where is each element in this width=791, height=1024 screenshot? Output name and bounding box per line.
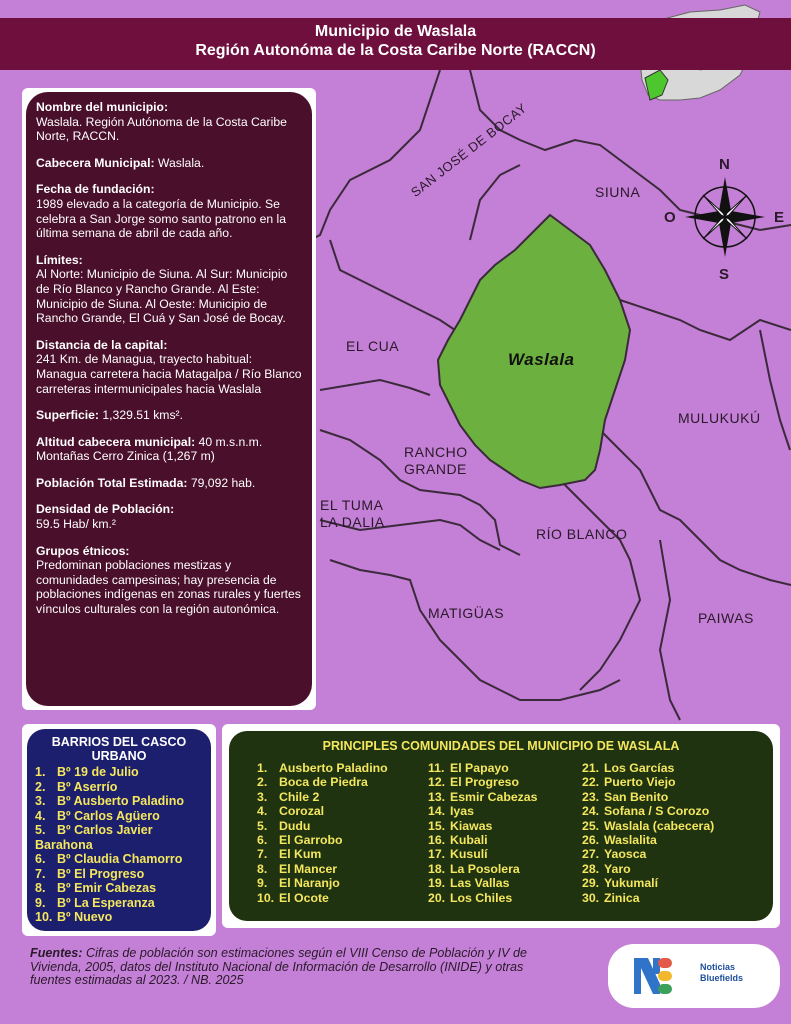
barrio-name: Bº Claudia Chamorro (57, 852, 183, 866)
barrio-num: 9. (35, 895, 46, 910)
community-num: 2. (257, 775, 268, 790)
community-name: Yukumalí (604, 876, 658, 891)
barrios-list (35, 765, 203, 925)
barrio-name: Bº Emir Cabezas (57, 881, 157, 895)
logo-line-1: Noticias (700, 962, 736, 972)
label-rancho-1: RANCHO (404, 444, 468, 460)
community-name: El Progreso (450, 775, 520, 790)
community-num: 29. (582, 876, 600, 891)
label-matiguas: MATIGÜAS (428, 605, 505, 621)
community-name: El Mancer (279, 861, 338, 876)
community-num: 22. (582, 775, 600, 790)
label-el-tuma-1: EL TUMA (320, 497, 384, 513)
label-san-jose: SAN JOSÉ DE BOCAY (408, 100, 530, 200)
community-num: 26. (582, 833, 600, 848)
community-name: Zinica (604, 890, 640, 905)
barrio-name: Bº Carlos Javier Barahona (35, 823, 153, 852)
community-item (582, 862, 752, 876)
community-name: Boca de Piedra (279, 775, 368, 790)
community-item (582, 847, 752, 861)
info-panel (22, 88, 316, 710)
barrios-panel-body (27, 729, 211, 931)
compass-o: O (664, 209, 677, 226)
barrios-panel (22, 724, 216, 936)
barrio-num: 7. (35, 866, 46, 881)
info-section (36, 338, 302, 396)
community-num: 13. (428, 789, 446, 804)
sources-note (30, 947, 550, 988)
info-text: 79,092 hab. (190, 475, 256, 490)
community-item (257, 761, 428, 775)
header-banner (0, 18, 791, 70)
community-name: San Benito (604, 789, 669, 804)
community-item (257, 833, 428, 847)
community-item (428, 876, 582, 890)
community-num: 1. (257, 761, 268, 775)
community-name: Waslala (cabecera) (604, 818, 715, 833)
label-rio-blanco: RÍO BLANCO (536, 526, 628, 542)
community-item (582, 876, 752, 890)
barrios-title: BARRIOS DEL CASCO URBANO (51, 735, 187, 763)
community-item (428, 804, 582, 818)
barrio-name: Bº La Esperanza (57, 895, 155, 910)
info-text: Waslala. Región Autónoma de la Costa Caribe Norte, RACCN. (36, 114, 287, 144)
community-name: Kusulí (450, 847, 488, 862)
community-item (257, 804, 428, 818)
nb-logo-icon (634, 954, 674, 998)
label-siuna: SIUNA (595, 184, 641, 200)
barrio-item (35, 881, 203, 896)
info-label: Superficie: (36, 408, 99, 423)
info-label: Distancia de la capital: (36, 337, 168, 352)
community-name: Yaro (604, 861, 631, 876)
community-name: Kiawas (450, 818, 493, 833)
barrio-item (35, 794, 203, 809)
header-subtitle: Región Autonóma de la Costa Caribe Norte (RACCN) (195, 42, 596, 59)
barrio-item (35, 867, 203, 882)
community-item (257, 819, 428, 833)
community-name: El Kum (279, 847, 322, 862)
community-item (257, 891, 428, 905)
sources-text: Cifras de población son estimaciones según el VIII Censo de Población y IV de Vivienda, 2005, datos del Instituto Nacional de Información de Desarrollo (INIDE) y otras fuentes estimadas al 2023. / NB. 2025 (30, 946, 528, 987)
community-item (257, 862, 428, 876)
community-item (582, 775, 752, 789)
barrio-item (35, 780, 203, 795)
community-num: 21. (582, 761, 600, 775)
info-label: Cabecera Municipal: (36, 155, 155, 170)
barrio-item (35, 910, 203, 925)
community-item (582, 833, 752, 847)
community-name: Iyas (450, 804, 474, 819)
community-item (428, 833, 582, 847)
info-section (36, 100, 302, 144)
community-item (582, 790, 752, 804)
community-num: 7. (257, 847, 268, 862)
community-num: 5. (257, 818, 268, 833)
sources-label: Fuentes: (30, 946, 83, 960)
info-label: Nombre del municipio: (36, 100, 169, 114)
barrio-num: 5. (35, 823, 46, 837)
info-section (36, 544, 302, 617)
community-name: Esmir Cabezas (450, 789, 538, 804)
community-name: El Garrobo (279, 833, 343, 848)
info-label: Límites: (36, 252, 83, 267)
community-name: Chile 2 (279, 789, 320, 804)
community-num: 3. (257, 789, 268, 804)
header-title: Municipio de Waslala (314, 23, 477, 40)
barrio-num: 1. (35, 765, 46, 779)
info-text: 1989 elevado a la categoría de Municipio. Se celebra a San Jorge somo santo patrono en la última semana de abril de cada año. (36, 196, 287, 241)
community-item (582, 804, 752, 818)
community-num: 30. (582, 890, 600, 905)
label-waslala: Waslala (508, 350, 575, 369)
community-item (428, 891, 582, 905)
barrio-num: 4. (35, 808, 46, 823)
community-item (428, 862, 582, 876)
community-num: 23. (582, 789, 600, 804)
community-name: Los Garcías (604, 761, 675, 775)
logo-line-2: Bluefields (700, 973, 744, 983)
info-label: Población Total Estimada: (36, 475, 188, 490)
community-item (257, 790, 428, 804)
barrio-num: 3. (35, 794, 46, 808)
barrio-name: Bº Nuevo (57, 910, 113, 924)
communities-panel (222, 724, 780, 928)
community-item (428, 819, 582, 833)
community-num: 18. (428, 861, 446, 876)
community-item (582, 891, 752, 905)
communities-title: PRINCIPLES COMUNIDADES DEL MUNICIPIO DE WASLALA (322, 739, 680, 753)
community-name: El Naranjo (279, 876, 340, 891)
logo (608, 944, 780, 1008)
community-item (257, 847, 428, 861)
community-name: Yaosca (604, 847, 647, 862)
info-text: Al Norte: Municipio de Siuna. Al Sur: Municipio de Río Blanco y Rancho Grande. Al Este: Municipio de Siuna. Al Oeste: Municipio de Rancho Grande, El Cuá y San José de Bocay. (36, 267, 288, 326)
barrio-item (35, 823, 203, 852)
community-name: Corozal (279, 804, 325, 819)
info-label: Densidad de Población: (36, 502, 175, 517)
community-num: 20. (428, 890, 446, 905)
community-name: Kubali (450, 833, 488, 848)
community-item (428, 761, 582, 775)
community-num: 27. (582, 847, 600, 862)
community-num: 17. (428, 847, 446, 862)
info-text: Predominan poblaciones mestizas y comunidades campesinas; hay presencia de poblaciones indígenas en zonas rurales y fuertes vínculos culturales con la región autonómica. (36, 558, 301, 617)
info-label: Fecha de fundación: (36, 182, 155, 197)
info-section (36, 435, 302, 464)
logo-text (700, 962, 743, 984)
community-item (428, 775, 582, 789)
label-rancho-2: GRANDE (404, 461, 467, 477)
community-name: Los Chiles (450, 890, 513, 905)
info-text: 59.5 Hab/ km.² (36, 517, 116, 532)
info-text: 40 m.s.n.m. Montañas Cerro Zinica (1,267 m) (36, 434, 263, 464)
community-name: Las Vallas (450, 876, 510, 891)
info-text: Waslala. (157, 155, 205, 170)
community-num: 24. (582, 804, 600, 819)
community-num: 12. (428, 775, 446, 790)
barrio-name: Bº El Progreso (57, 866, 145, 881)
community-num: 19. (428, 876, 446, 891)
label-el-cua: EL CUA (346, 338, 400, 354)
info-section (36, 502, 302, 531)
communities-col-3 (582, 761, 752, 905)
community-name: El Papayo (450, 761, 509, 775)
community-item (257, 775, 428, 789)
community-item (582, 819, 752, 833)
info-section (36, 476, 302, 491)
community-num: 9. (257, 876, 268, 891)
barrio-num: 10. (35, 910, 53, 924)
communities-col-2 (428, 761, 582, 905)
compass-e: E (774, 209, 785, 226)
community-num: 25. (582, 818, 600, 833)
community-item (257, 876, 428, 890)
barrio-name: Bº Aserrío (57, 779, 118, 794)
community-name: Puerto Viejo (604, 775, 676, 790)
label-mulukuku: MULUKUKÚ (678, 410, 761, 426)
community-num: 8. (257, 861, 268, 876)
barrio-name: Bº 19 de Julio (57, 765, 139, 779)
barrio-item (35, 896, 203, 911)
community-item (428, 790, 582, 804)
community-num: 14. (428, 804, 446, 819)
community-name: La Posolera (450, 861, 520, 876)
barrio-num: 6. (35, 852, 46, 866)
communities-col-1 (239, 761, 428, 905)
barrio-name: Bº Ausberto Paladino (57, 794, 185, 808)
barrio-num: 2. (35, 779, 46, 794)
community-name: Sofana / S Corozo (604, 804, 710, 819)
communities-panel-body (229, 731, 773, 921)
community-num: 4. (257, 804, 268, 819)
compass-s: S (719, 266, 730, 283)
barrio-item (35, 809, 203, 824)
community-num: 6. (257, 833, 268, 848)
barrio-item (35, 765, 203, 780)
community-num: 11. (428, 761, 445, 775)
barrio-item (35, 852, 203, 867)
community-name: El Ocote (279, 890, 329, 905)
info-label: Grupos étnicos: (36, 543, 130, 558)
info-section (36, 253, 302, 326)
info-label: Altitud cabecera municipal: (36, 434, 196, 449)
compass-n: N (719, 156, 731, 173)
info-section (36, 408, 302, 423)
community-item (428, 847, 582, 861)
barrio-num: 8. (35, 881, 46, 895)
community-num: 10. (257, 890, 275, 905)
label-el-tuma-2: LA DALIA (320, 514, 385, 530)
community-num: 16. (428, 833, 446, 848)
community-name: Waslalita (604, 833, 657, 848)
community-num: 28. (582, 861, 600, 876)
info-section (36, 182, 302, 240)
barrio-name: Bº Carlos Agüero (57, 808, 160, 823)
info-text: 241 Km. de Managua, trayecto habitual: Managua carretera hacia Matagalpa / Río Blanco carreteras intermunicipales hacia Waslala (36, 352, 302, 396)
community-num: 15. (428, 818, 446, 833)
info-section (36, 156, 302, 171)
community-item (582, 761, 752, 775)
community-name: Dudu (279, 818, 311, 833)
info-text: 1,329.51 kms². (102, 408, 184, 423)
community-name: Ausberto Paladino (279, 761, 388, 775)
label-paiwas: PAIWAS (698, 610, 754, 626)
info-panel-body (26, 92, 312, 706)
